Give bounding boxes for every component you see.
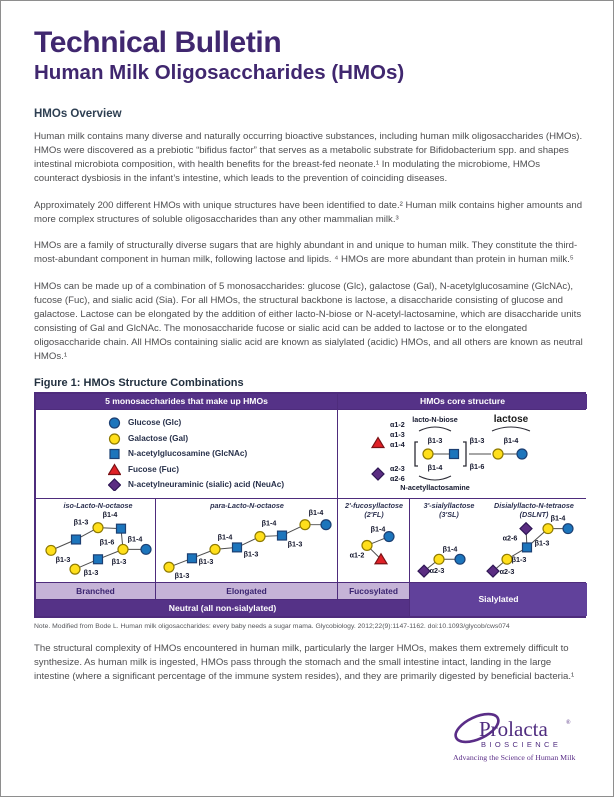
glc-shape-icon	[108, 416, 121, 429]
svg-text:β1-3: β1-3	[511, 556, 527, 564]
svg-text:α2-6: α2-6	[390, 473, 405, 483]
svg-text:β1-4: β1-4	[261, 519, 277, 528]
svg-text:N-acetyllactosamine: N-acetyllactosamine	[400, 482, 470, 492]
svg-text:β1-4: β1-4	[503, 435, 519, 445]
figure-note: Note. Modified from Bode L. Human milk oligosaccharides: every baby needs a sugar mama. Glycobiology. 2012;22(9):1147-1162. doi:10.1093/glycob/cws074	[34, 622, 510, 630]
legend-item-label: N-acetylglucosamine (GlcNAc)	[128, 449, 248, 459]
legend-item-label: Glucose (Glc)	[128, 418, 182, 428]
paragraph-abundance: HMOs are a family of structurally diverse sugars that are highly abundant in and unique to human milk. They constitute the third-most-abundant component in human milk, following lactose and lipids. ⁴ HMOs are more abundant than protein in human milk.⁵	[34, 240, 578, 266]
monosaccharides-header: 5 monosaccharides that make up HMOs	[36, 394, 337, 409]
svg-text:α2-3: α2-3	[499, 567, 515, 576]
figure-heading: Figure 1: HMOs Structure Combinations	[34, 376, 244, 389]
sialylated-structures-diagram	[410, 499, 587, 582]
page-subtitle: Human Milk Oligosaccharides (HMOs)	[34, 60, 405, 84]
para-lacto-n-octaose-panel	[156, 499, 337, 582]
legend-item	[36, 477, 337, 493]
svg-text:α1-3: α1-3	[390, 429, 405, 439]
svg-text:β1-3: β1-3	[469, 435, 485, 445]
svg-text:(2'FL): (2'FL)	[364, 510, 384, 519]
svg-text:β1-4: β1-4	[550, 514, 566, 523]
iso-lacto-n-octaose-diagram	[36, 499, 155, 582]
svg-text:α1-2: α1-2	[349, 551, 365, 560]
fucosyllactose-panel	[338, 499, 409, 582]
glcnac-shape-icon	[108, 447, 121, 460]
monosaccharides-legend	[36, 410, 337, 498]
para-lacto-n-octaose-diagram	[156, 499, 337, 582]
legend-item	[36, 446, 337, 462]
svg-text:β1-3: β1-3	[534, 539, 550, 548]
legend-item	[36, 430, 337, 446]
svg-text:α2-3: α2-3	[390, 463, 405, 473]
svg-text:β1-3: β1-3	[427, 435, 443, 445]
svg-text:α2-3: α2-3	[429, 566, 445, 575]
paragraph-composition: HMOs can be made up of a combination of 5 monosaccharides: glucose (Glc), galactose (Gal), N-acetylglucosamine (GlcNAc), fucose (Fuc), and sialic acid (Sia). For all HMOs, the structural backbone is lactose, a disaccharide consisting of glucose and galactose. Lactose can be elongated by the addition of either lacto-N-biose or N-acetyl-lactosamine, which are disaccharide units consisting of Gal and GlcNAc. The monosaccharide fucose or sialic acid can be added to lactose or to the elongated oligosaccharide chain. All HMOs containing sialic acid are known as sialylated (acidic) HMOs, and all others are known as neutral HMOs.¹	[34, 281, 583, 362]
svg-text:β1-3: β1-3	[55, 556, 71, 564]
legend-item-label: Fucose (Fuc)	[128, 464, 179, 474]
svg-text:β1-4: β1-4	[427, 462, 443, 472]
svg-text:β1-3: β1-3	[198, 557, 214, 566]
svg-text:para-Lacto-N-octaose: para-Lacto-N-octaose	[210, 501, 284, 510]
logo-division-text: BIOSCIENCE	[481, 740, 562, 749]
svg-text:β1-4: β1-4	[102, 510, 118, 519]
svg-text:3'-sialyllactose: 3'-sialyllactose	[423, 501, 475, 510]
legend-item-label: N-acetylneuraminic (sialic) acid (NeuAc)	[128, 480, 285, 490]
prolacta-logo	[449, 709, 589, 771]
svg-text:β1-6: β1-6	[99, 538, 115, 547]
logo-tagline: Advancing the Science of Human Milk	[453, 753, 576, 762]
legend-item	[36, 462, 337, 478]
section-heading-hmos-overview: HMOs Overview	[34, 108, 122, 121]
fuc-shape-icon	[108, 463, 121, 476]
fucosyllactose-diagram	[338, 499, 409, 582]
category-branched: Branched	[36, 583, 155, 599]
legend-item-label: Galactose (Gal)	[128, 433, 189, 443]
category-elongated: Elongated	[156, 583, 337, 599]
svg-text:iso-Lacto-N-octaose: iso-Lacto-N-octaose	[63, 501, 133, 510]
figure-table	[34, 392, 586, 618]
svg-text:(3'SL): (3'SL)	[439, 510, 459, 519]
svg-text:β1-6: β1-6	[469, 461, 485, 471]
paragraph-diversity: Approximately 200 different HMOs with unique structures have been identified to date.² Human milk contains higher amounts and more complex structures of soluble oligosaccharides than any other mammalian milk.³	[34, 199, 583, 225]
legend-item	[36, 415, 337, 431]
core-structure-header: HMOs core structure	[338, 394, 587, 409]
paragraph-intro: Human milk contains many diverse and naturally occurring bioactive substances, including human milk oligosaccharides (HMOs). HMOs were discovered as a prebiotic “bifidus factor” that serves as a metabolic substrate for Bifidobacterium spp. and shapes intestinal microbiota composition, with health benefits for the breast-fed neonate.¹ In modulating the microbiome, HMOs counteract dysbiosis in the infant’s intestine, which leads to the prevention of coinciding diseases.	[34, 131, 583, 184]
logo-registered-mark: ®	[566, 720, 571, 726]
svg-text:α2-6: α2-6	[502, 534, 518, 543]
svg-text:β1-4: β1-4	[217, 533, 233, 542]
page-title: Technical Bulletin	[34, 26, 282, 59]
svg-text:β1-4: β1-4	[370, 525, 386, 534]
logo-brand-text: Prolacta	[479, 717, 548, 741]
svg-text:β1-3: β1-3	[243, 550, 259, 559]
svg-text:β1-3: β1-3	[83, 568, 99, 577]
svg-text:Disialyllacto-N-tetraose: Disialyllacto-N-tetraose	[494, 501, 574, 510]
svg-text:β1-3: β1-3	[111, 557, 127, 566]
svg-text:β1-3: β1-3	[73, 518, 89, 527]
svg-text:α1-4: α1-4	[390, 439, 405, 449]
category-sialylated: Sialylated	[410, 583, 587, 616]
svg-text:lactose: lactose	[493, 413, 529, 425]
category-fucosylated: Fucosylated	[338, 583, 409, 599]
gal-shape-icon	[108, 432, 121, 445]
paragraph-closing: The structural complexity of HMOs encountered in human milk, particularly the larger HMOs, makes them extremely difficult to synthesize. As human milk is ingested, HMOs pass through the stomach and the small intestine intact, landing in the large intestine (where a significant percentage of the immune system resides), and they are primarily digested by beneficial bacteria.¹	[34, 642, 575, 682]
svg-text:β1-4: β1-4	[442, 545, 458, 554]
svg-text:lacto-N-biose: lacto-N-biose	[412, 414, 458, 424]
neuac-shape-icon	[108, 478, 121, 491]
svg-text:(DSLNT): (DSLNT)	[519, 510, 549, 519]
iso-lacto-n-octaose-panel	[36, 499, 155, 582]
svg-text:β1-3: β1-3	[287, 540, 303, 549]
core-structure-panel	[338, 410, 587, 498]
sialylated-structures-panel	[410, 499, 587, 582]
svg-text:β1-4: β1-4	[127, 535, 143, 544]
svg-text:β1-3: β1-3	[174, 571, 190, 580]
core-structure-diagram	[338, 410, 587, 498]
svg-text:α1-2: α1-2	[390, 419, 405, 429]
page-content	[1, 1, 613, 683]
svg-text:β1-4: β1-4	[308, 508, 324, 517]
category-neutral: Neutral (all non-sialylated)	[36, 600, 409, 616]
svg-text:2'-fucosyllactose: 2'-fucosyllactose	[344, 501, 404, 510]
